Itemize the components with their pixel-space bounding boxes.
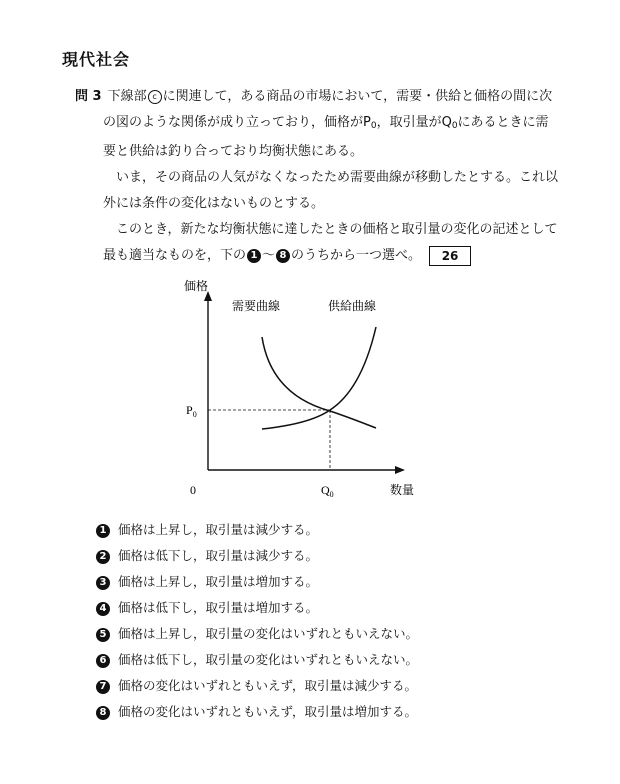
question-text-2b: ，取引量がQ (376, 115, 452, 130)
question-line-2 (75, 110, 575, 139)
question-text-7a: 最も適当なものを，下の (103, 248, 247, 263)
option-number: 8 (96, 706, 110, 720)
option-2[interactable] (95, 543, 418, 569)
option-number: 1 (96, 524, 110, 538)
p0-label: $P_0$ (186, 403, 197, 419)
question-text-2c: にあるときに需 (457, 115, 549, 130)
question-label: 問 3 (75, 89, 102, 104)
option-number: 3 (96, 576, 110, 590)
option-8[interactable] (95, 699, 418, 725)
x-axis-label: 数量 (390, 483, 415, 497)
question-line-3: 要と供給は釣り合っており均衡状態にある。 (103, 144, 364, 159)
question-line-6: このとき，新たな均衡状態に達したときの価格と取引量の変化の記述として (116, 222, 558, 237)
option-3[interactable] (95, 569, 418, 595)
option-text: 価格は低下し，取引量は増加する。 (118, 600, 319, 615)
p0-subscript: 0 (370, 121, 377, 131)
option-range-start: 1 (247, 249, 261, 263)
answer-number-box[interactable]: 26 (429, 246, 471, 266)
option-number: 6 (96, 654, 110, 668)
option-4[interactable] (95, 595, 418, 621)
option-6[interactable] (95, 647, 418, 673)
circled-c-mark: c (148, 90, 162, 104)
option-text: 価格は上昇し，取引量の変化はいずれともいえない。 (118, 626, 419, 641)
answer-options (95, 517, 418, 725)
demand-curve-label: 需要曲線 (232, 299, 281, 313)
question-line-5: 外には条件の変化はないものとする。 (103, 196, 325, 211)
option-text: 価格の変化はいずれともいえず，取引量は増加する。 (118, 704, 418, 719)
option-7[interactable] (95, 673, 418, 699)
option-text: 価格の変化はいずれともいえず，取引量は減少する。 (118, 678, 418, 693)
option-range-end: 8 (276, 249, 290, 263)
question-line-4: いま，その商品の人気がなくなったため需要曲線が移動したとする。これ以 (116, 170, 559, 185)
q0-subscript: 0 (451, 121, 458, 131)
q0-label: $Q_0$ (321, 483, 334, 499)
question-block (75, 84, 575, 269)
option-1[interactable] (95, 517, 418, 543)
supply-demand-diagram (170, 275, 430, 500)
option-text: 価格は低下し，取引量は減少する。 (118, 548, 319, 563)
question-text-2a: の図のような関係が成り立っており，価格がP (103, 115, 371, 130)
supply-curve-label: 供給曲線 (328, 299, 377, 313)
question-text-1b: に関連して，ある商品の市場において，需要・供給と価格の間に次 (162, 89, 553, 104)
option-number: 2 (96, 550, 110, 564)
option-text: 価格は上昇し，取引量は減少する。 (118, 522, 319, 537)
option-text: 価格は上昇し，取引量は増加する。 (118, 574, 319, 589)
question-line-7 (75, 243, 575, 269)
option-5[interactable] (95, 621, 418, 647)
y-axis-label: 価格 (184, 279, 209, 293)
subject-heading: 現代社会 (62, 50, 131, 69)
question-text-1a: 下線部 (107, 89, 147, 104)
origin-label: 0 (190, 483, 196, 497)
tilde: ～ (262, 248, 276, 263)
question-line-1 (75, 84, 575, 110)
option-number: 7 (96, 680, 110, 694)
demand-curve (262, 337, 376, 428)
x-axis-arrow (395, 466, 405, 474)
option-number: 4 (96, 602, 110, 616)
question-text-7b: のうちから一つ選べ。 (291, 248, 422, 263)
option-number: 5 (96, 628, 110, 642)
option-text: 価格は低下し，取引量の変化はいずれともいえない。 (118, 652, 419, 667)
